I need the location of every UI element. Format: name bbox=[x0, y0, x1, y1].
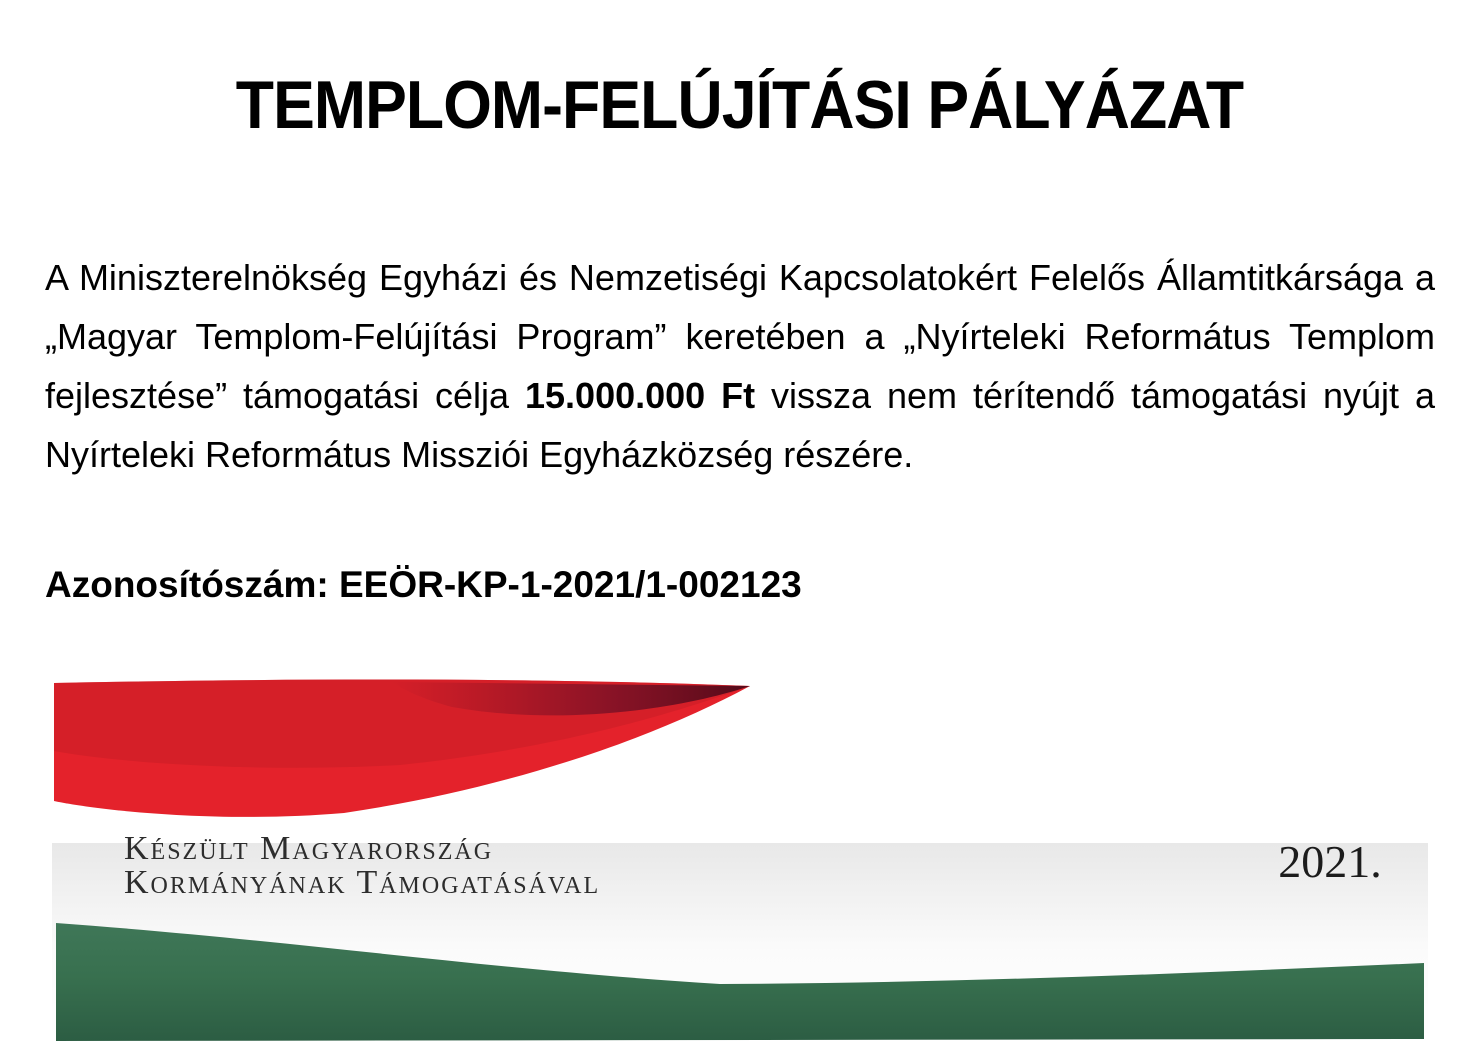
page-title bbox=[0, 66, 1479, 144]
support-line-2: Kormányának Támogatásával bbox=[124, 864, 601, 901]
support-text bbox=[124, 832, 600, 900]
body-paragraph bbox=[45, 248, 1435, 484]
paragraph-text-after-amount: vissza nem térítendő támogatási nyújt a Nyírteleki Református Missziói Egyházközség részére. bbox=[45, 375, 1436, 475]
id-line bbox=[45, 564, 802, 606]
support-line-1: Készült Magyarország bbox=[124, 830, 494, 867]
page-title-text: TEMPLOM-FELÚJÍTÁSI PÁLYÁZAT bbox=[235, 67, 1244, 143]
year-label: 2021. bbox=[1278, 836, 1382, 887]
id-label: Azonosítószám: bbox=[45, 564, 329, 605]
id-value: EEÖR-KP-1-2021/1-002123 bbox=[338, 564, 802, 605]
paragraph-text-before-amount: A Miniszterelnökség Egyházi és Nemzetiségi Kapcsolatokért Felelős Államtitkársága a „Magyar Templom-Felújítási Program” keretében a „Nyírteleki Református Templom fejlesztése” támogatási célja bbox=[45, 257, 1435, 416]
grant-amount: 15.000.000 Ft bbox=[525, 375, 756, 416]
footer-graphic bbox=[52, 677, 1428, 1045]
